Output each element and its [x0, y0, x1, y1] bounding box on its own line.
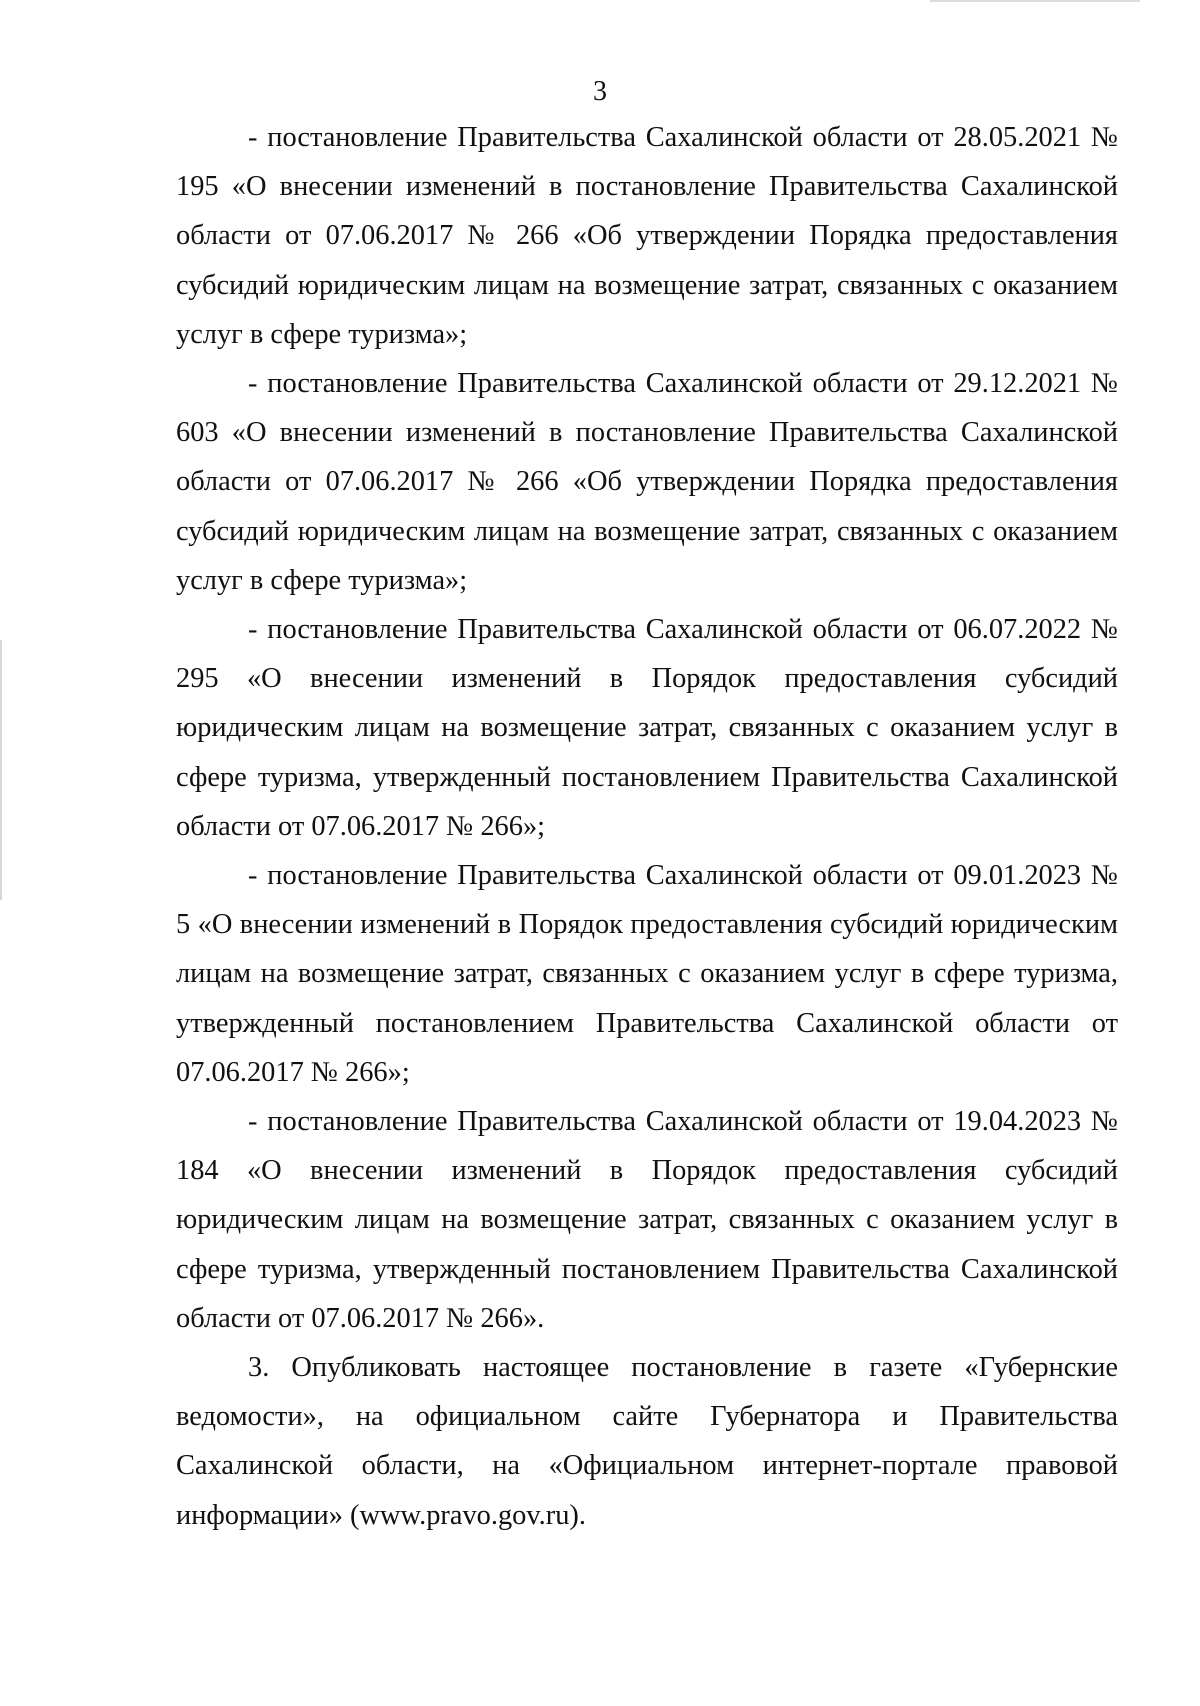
paragraph-resolution-2023-04-19: - постановление Правительства Сахалинской области от 19.04.2023 № 184 «О внесении изменений в Порядок предоставления субсидий юридическим лицам на возмещение затрат, связанных с оказанием услуг в сфере туризма, утвержденный постановлением Правительства Сахалинской области от 07.06.2017 № 266». — [176, 1106, 1118, 1334]
paragraph-resolution-2022-07-06: - постановление Правительства Сахалинской области от 06.07.2022 № 295 «О внесении изменений в Порядок предоставления субсидий юридическим лицам на возмещение затрат, связанных с оказанием услуг в сфере туризма, утвержденный постановлением Правительства Сахалинской области от 07.06.2017 № 266»; — [176, 614, 1118, 842]
paragraph-resolution-2021-12-29: - постановление Правительства Сахалинской области от 29.12.2021 № 603 «О внесении изменений в постановление Правительства Сахалинской области от 07.06.2017 № 266 «Об утверждении Порядка предоставления субсидий юридическим лицам на возмещение затрат, связанных с оказанием услуг в сфере туризма»; — [176, 368, 1118, 596]
scan-edge-top — [930, 0, 1140, 2]
document-body — [176, 113, 1118, 1540]
page-number: 3 — [593, 76, 607, 107]
paragraph-resolution-2023-01-09: - постановление Правительства Сахалинской области от 09.01.2023 № 5 «О внесении изменений в Порядок предоставления субсидий юридическим лицам на возмещение затрат, связанных с оказанием услуг в сфере туризма, утвержденный постановлением Правительства Сахалинской области от 07.06.2017 № 266»; — [176, 860, 1118, 1088]
paragraph-publication-clause: 3. Опубликовать настоящее постановление в газете «Губернские ведомости», на официальном сайте Губернатора и Правительства Сахалинской области, на «Официальном интернет-портале правовой информации» (www.pravo.gov.ru). — [176, 1352, 1118, 1531]
scan-edge-left — [0, 640, 2, 900]
paragraph-resolution-2021-05-28: - постановление Правительства Сахалинской области от 28.05.2021 № 195 «О внесении изменений в постановление Правительства Сахалинской области от 07.06.2017 № 266 «Об утверждении Порядка предоставления субсидий юридическим лицам на возмещение затрат, связанных с оказанием услуг в сфере туризма»; — [176, 122, 1118, 350]
